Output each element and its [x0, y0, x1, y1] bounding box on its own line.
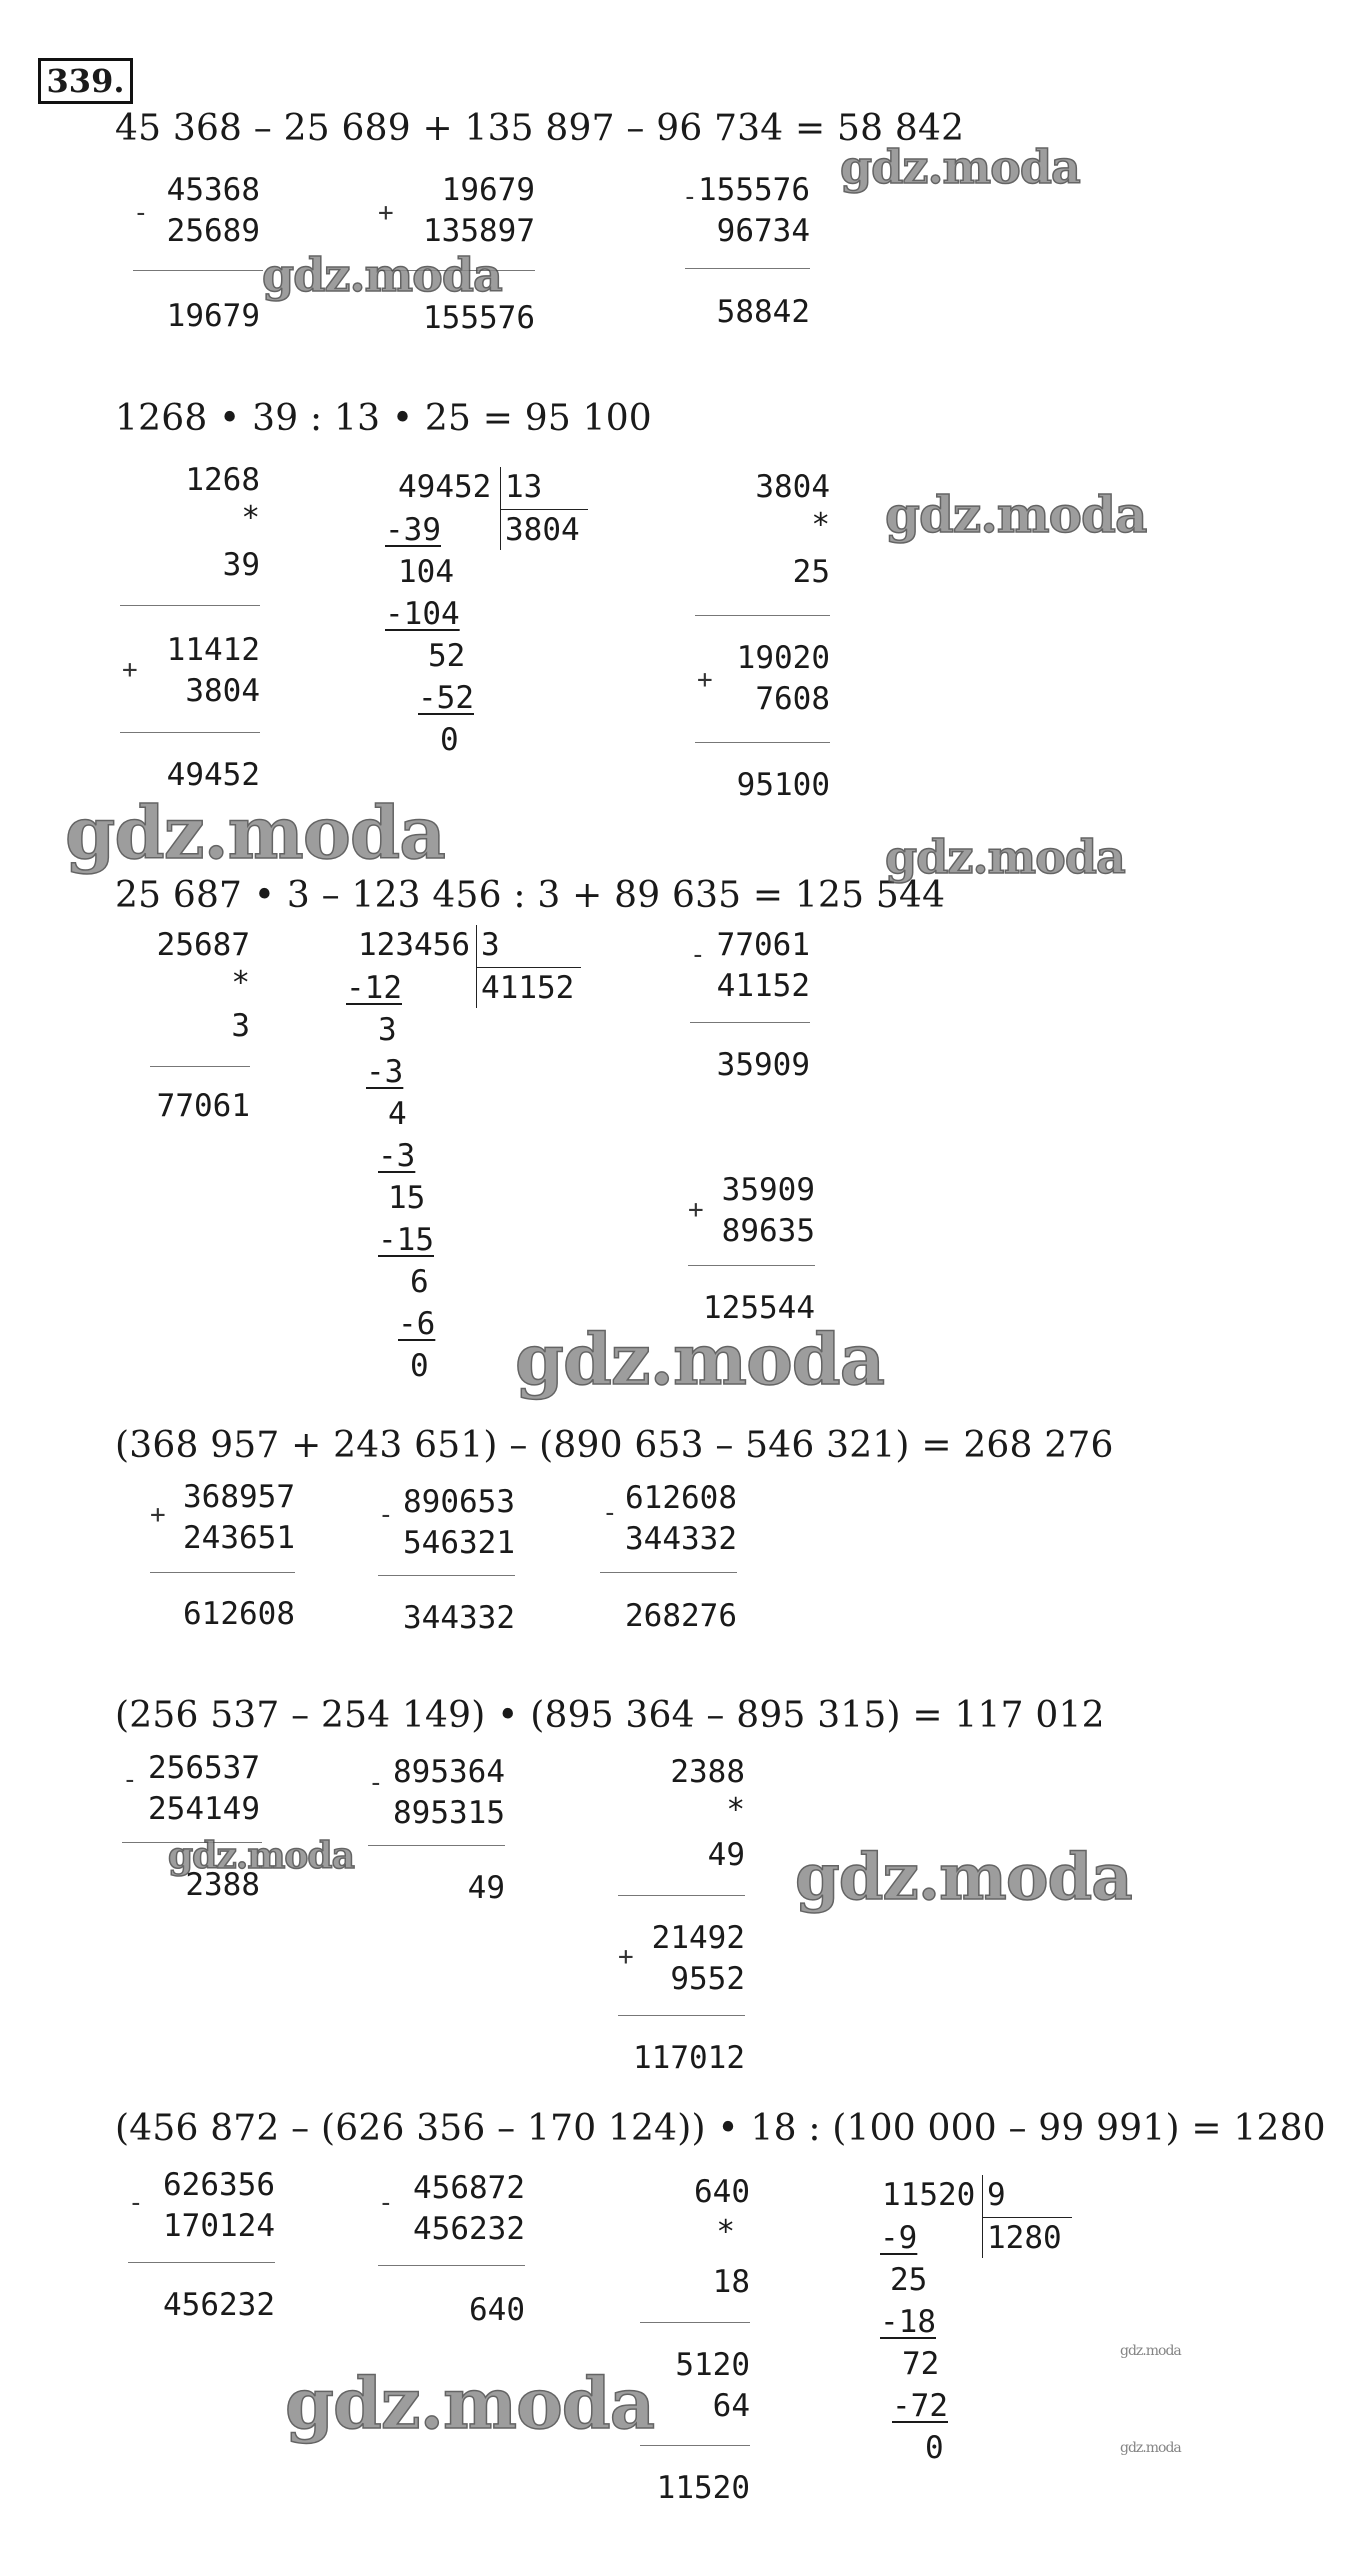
dividend: 49452	[398, 469, 492, 505]
subtrahend: 895315	[393, 1795, 505, 1831]
difference: 35909	[716, 1047, 810, 1083]
division-step: -6	[398, 1306, 436, 1342]
division-step: -9	[880, 2220, 918, 2256]
multiplier: 3	[231, 1008, 250, 1044]
minus-sign: -	[128, 2188, 144, 2218]
multiplier: 25	[792, 554, 830, 590]
product: 117012	[633, 2040, 745, 2076]
quotient: 41152	[481, 970, 575, 1006]
division-step: 104	[398, 554, 454, 590]
subtrahend: 96734	[716, 213, 810, 249]
watermark: gdz.moda	[65, 790, 445, 875]
divisor: 9	[987, 2177, 1006, 2213]
multiply-sign: *	[811, 507, 830, 543]
result-line	[378, 1575, 515, 1576]
plus-sign: +	[618, 1942, 634, 1972]
division-step: 52	[428, 638, 466, 674]
minuend: 890653	[403, 1484, 515, 1520]
multiply-sign: *	[716, 2214, 735, 2250]
difference: 640	[469, 2292, 525, 2328]
dividend: 11520	[882, 2177, 976, 2213]
result-line	[640, 2445, 750, 2446]
multiply-sign: *	[726, 1792, 745, 1828]
division-step: 0	[410, 1348, 429, 1384]
partial-product: 21492	[651, 1920, 745, 1956]
watermark: gdz.moda	[1120, 2440, 1181, 2456]
division-step: 4	[388, 1096, 407, 1132]
multiply-sign: *	[241, 500, 260, 536]
difference: 2388	[185, 1867, 260, 1903]
addend: 368957	[183, 1479, 295, 1515]
subtrahend: 344332	[625, 1521, 737, 1557]
addend: 89635	[721, 1213, 815, 1249]
watermark: gdz.moda	[795, 1840, 1132, 1915]
minuend: 895364	[393, 1754, 505, 1790]
expression-3: 25 687 • 3 – 123 456 : 3 + 89 635 = 125 544	[115, 875, 946, 916]
result-line	[695, 742, 830, 743]
multiply-sign: *	[231, 965, 250, 1001]
division-step: 0	[440, 722, 459, 758]
difference: 344332	[403, 1600, 515, 1636]
difference: 456232	[163, 2287, 275, 2323]
division-step: 25	[890, 2262, 928, 2298]
expression-2: 1268 • 39 : 13 • 25 = 95 100	[115, 398, 652, 439]
partial-product: 19020	[736, 640, 830, 676]
sum: 125544	[703, 1290, 815, 1326]
partial-product: 3804	[185, 673, 260, 709]
result-line	[133, 270, 263, 271]
expression-4: (368 957 + 243 651) – (890 653 – 546 321) = 268 276	[115, 1425, 1114, 1466]
difference: 19679	[166, 298, 260, 334]
watermark: gdz.moda	[1120, 2343, 1181, 2359]
minus-sign: -	[602, 1498, 618, 1528]
division-step: -39	[385, 512, 441, 548]
division-step: -3	[378, 1138, 416, 1174]
subtrahend: 456232	[413, 2211, 525, 2247]
multiplicand: 2388	[670, 1754, 745, 1790]
watermark: gdz.moda	[285, 2362, 655, 2445]
task-number-badge: 339.	[38, 58, 133, 104]
addend: 35909	[721, 1172, 815, 1208]
watermark: gdz.moda	[262, 248, 502, 302]
plus-sign: +	[150, 1500, 166, 1530]
minuend: 626356	[163, 2167, 275, 2203]
minus-sign: -	[690, 940, 706, 970]
division-step: 6	[410, 1264, 429, 1300]
minus-sign: -	[133, 198, 149, 228]
multiplier: 18	[712, 2264, 750, 2300]
quotient: 3804	[505, 512, 580, 548]
minuend: 456872	[413, 2170, 525, 2206]
product: 95100	[736, 767, 830, 803]
minuend: 256537	[148, 1750, 260, 1786]
watermark: gdz.moda	[168, 1835, 354, 1877]
result-line	[600, 1572, 737, 1573]
multiplicand: 3804	[755, 469, 830, 505]
expression-6: (456 872 – (626 356 – 170 124)) • 18 : (100 000 – 99 991) = 1280	[115, 2108, 1326, 2149]
minus-sign: -	[378, 1500, 394, 1530]
result-line	[150, 1066, 250, 1067]
minus-sign: -	[368, 1768, 384, 1798]
subtrahend: 25689	[166, 213, 260, 249]
division-step: 72	[902, 2346, 940, 2382]
watermark: gdz.moda	[885, 485, 1147, 544]
division-step: -18	[880, 2304, 936, 2340]
division-step: -52	[418, 680, 474, 716]
difference: 58842	[716, 294, 810, 330]
division-step: -3	[366, 1054, 404, 1090]
subtrahend: 546321	[403, 1525, 515, 1561]
division-step: -15	[378, 1222, 434, 1258]
multiplicand: 640	[694, 2174, 750, 2210]
minuend: 77061	[716, 927, 810, 963]
minus-sign: -	[122, 1765, 138, 1795]
minus-sign: -	[378, 2188, 394, 2218]
dividend: 123456	[358, 927, 470, 963]
addend: 135897	[423, 213, 535, 249]
plus-sign: +	[688, 1195, 704, 1225]
subtrahend: 254149	[148, 1791, 260, 1827]
division-step: -12	[346, 970, 402, 1006]
partial-product: 11412	[166, 632, 260, 668]
expression-1: 45 368 – 25 689 + 135 897 – 96 734 = 58 842	[115, 108, 965, 149]
difference: 268276	[625, 1598, 737, 1634]
product-line	[640, 2322, 750, 2323]
multiplier: 49	[707, 1837, 745, 1873]
division-step: 3	[378, 1012, 397, 1048]
product-line	[695, 615, 830, 616]
division-step: 15	[388, 1180, 426, 1216]
addend: 19679	[441, 172, 535, 208]
watermark: gdz.moda	[515, 1318, 885, 1401]
addend: 243651	[183, 1520, 295, 1556]
result-line	[378, 2265, 525, 2266]
minuend: 155576	[698, 172, 810, 208]
subtrahend: 41152	[716, 968, 810, 1004]
division-step: 0	[925, 2430, 944, 2466]
sum: 612608	[183, 1596, 295, 1632]
product: 11520	[656, 2470, 750, 2506]
result-line	[618, 2015, 745, 2016]
result-line	[120, 732, 260, 733]
result-line	[150, 1572, 295, 1573]
quotient: 1280	[987, 2220, 1062, 2256]
divisor: 3	[481, 927, 500, 963]
multiplicand: 1268	[185, 462, 260, 498]
partial-product: 9552	[670, 1961, 745, 1997]
plus-sign: +	[697, 665, 713, 695]
minus-sign: -	[682, 182, 698, 212]
result-line	[368, 1845, 505, 1846]
expression-5: (256 537 – 254 149) • (895 364 – 895 315) = 117 012	[115, 1695, 1105, 1736]
result-line	[688, 1265, 815, 1266]
result-line	[690, 1022, 810, 1023]
multiplier: 39	[222, 547, 260, 583]
product-line	[120, 605, 260, 606]
multiplicand: 25687	[156, 927, 250, 963]
division-step: -104	[385, 596, 460, 632]
watermark: gdz.moda	[885, 830, 1125, 884]
minuend: 612608	[625, 1480, 737, 1516]
product-line	[618, 1895, 745, 1896]
minuend: 45368	[166, 172, 260, 208]
sum: 155576	[423, 300, 535, 336]
difference: 49	[467, 1870, 505, 1906]
result-line	[685, 268, 810, 269]
divisor: 13	[505, 469, 543, 505]
product: 49452	[166, 757, 260, 793]
division-step: -72	[892, 2388, 948, 2424]
partial-product: 5120	[675, 2347, 750, 2383]
result-line	[128, 2262, 275, 2263]
watermark: gdz.moda	[840, 140, 1080, 194]
plus-sign: +	[378, 198, 394, 228]
partial-product: 7608	[755, 681, 830, 717]
subtrahend: 170124	[163, 2208, 275, 2244]
partial-product: 64	[712, 2388, 750, 2424]
plus-sign: +	[122, 655, 138, 685]
product: 77061	[156, 1088, 250, 1124]
